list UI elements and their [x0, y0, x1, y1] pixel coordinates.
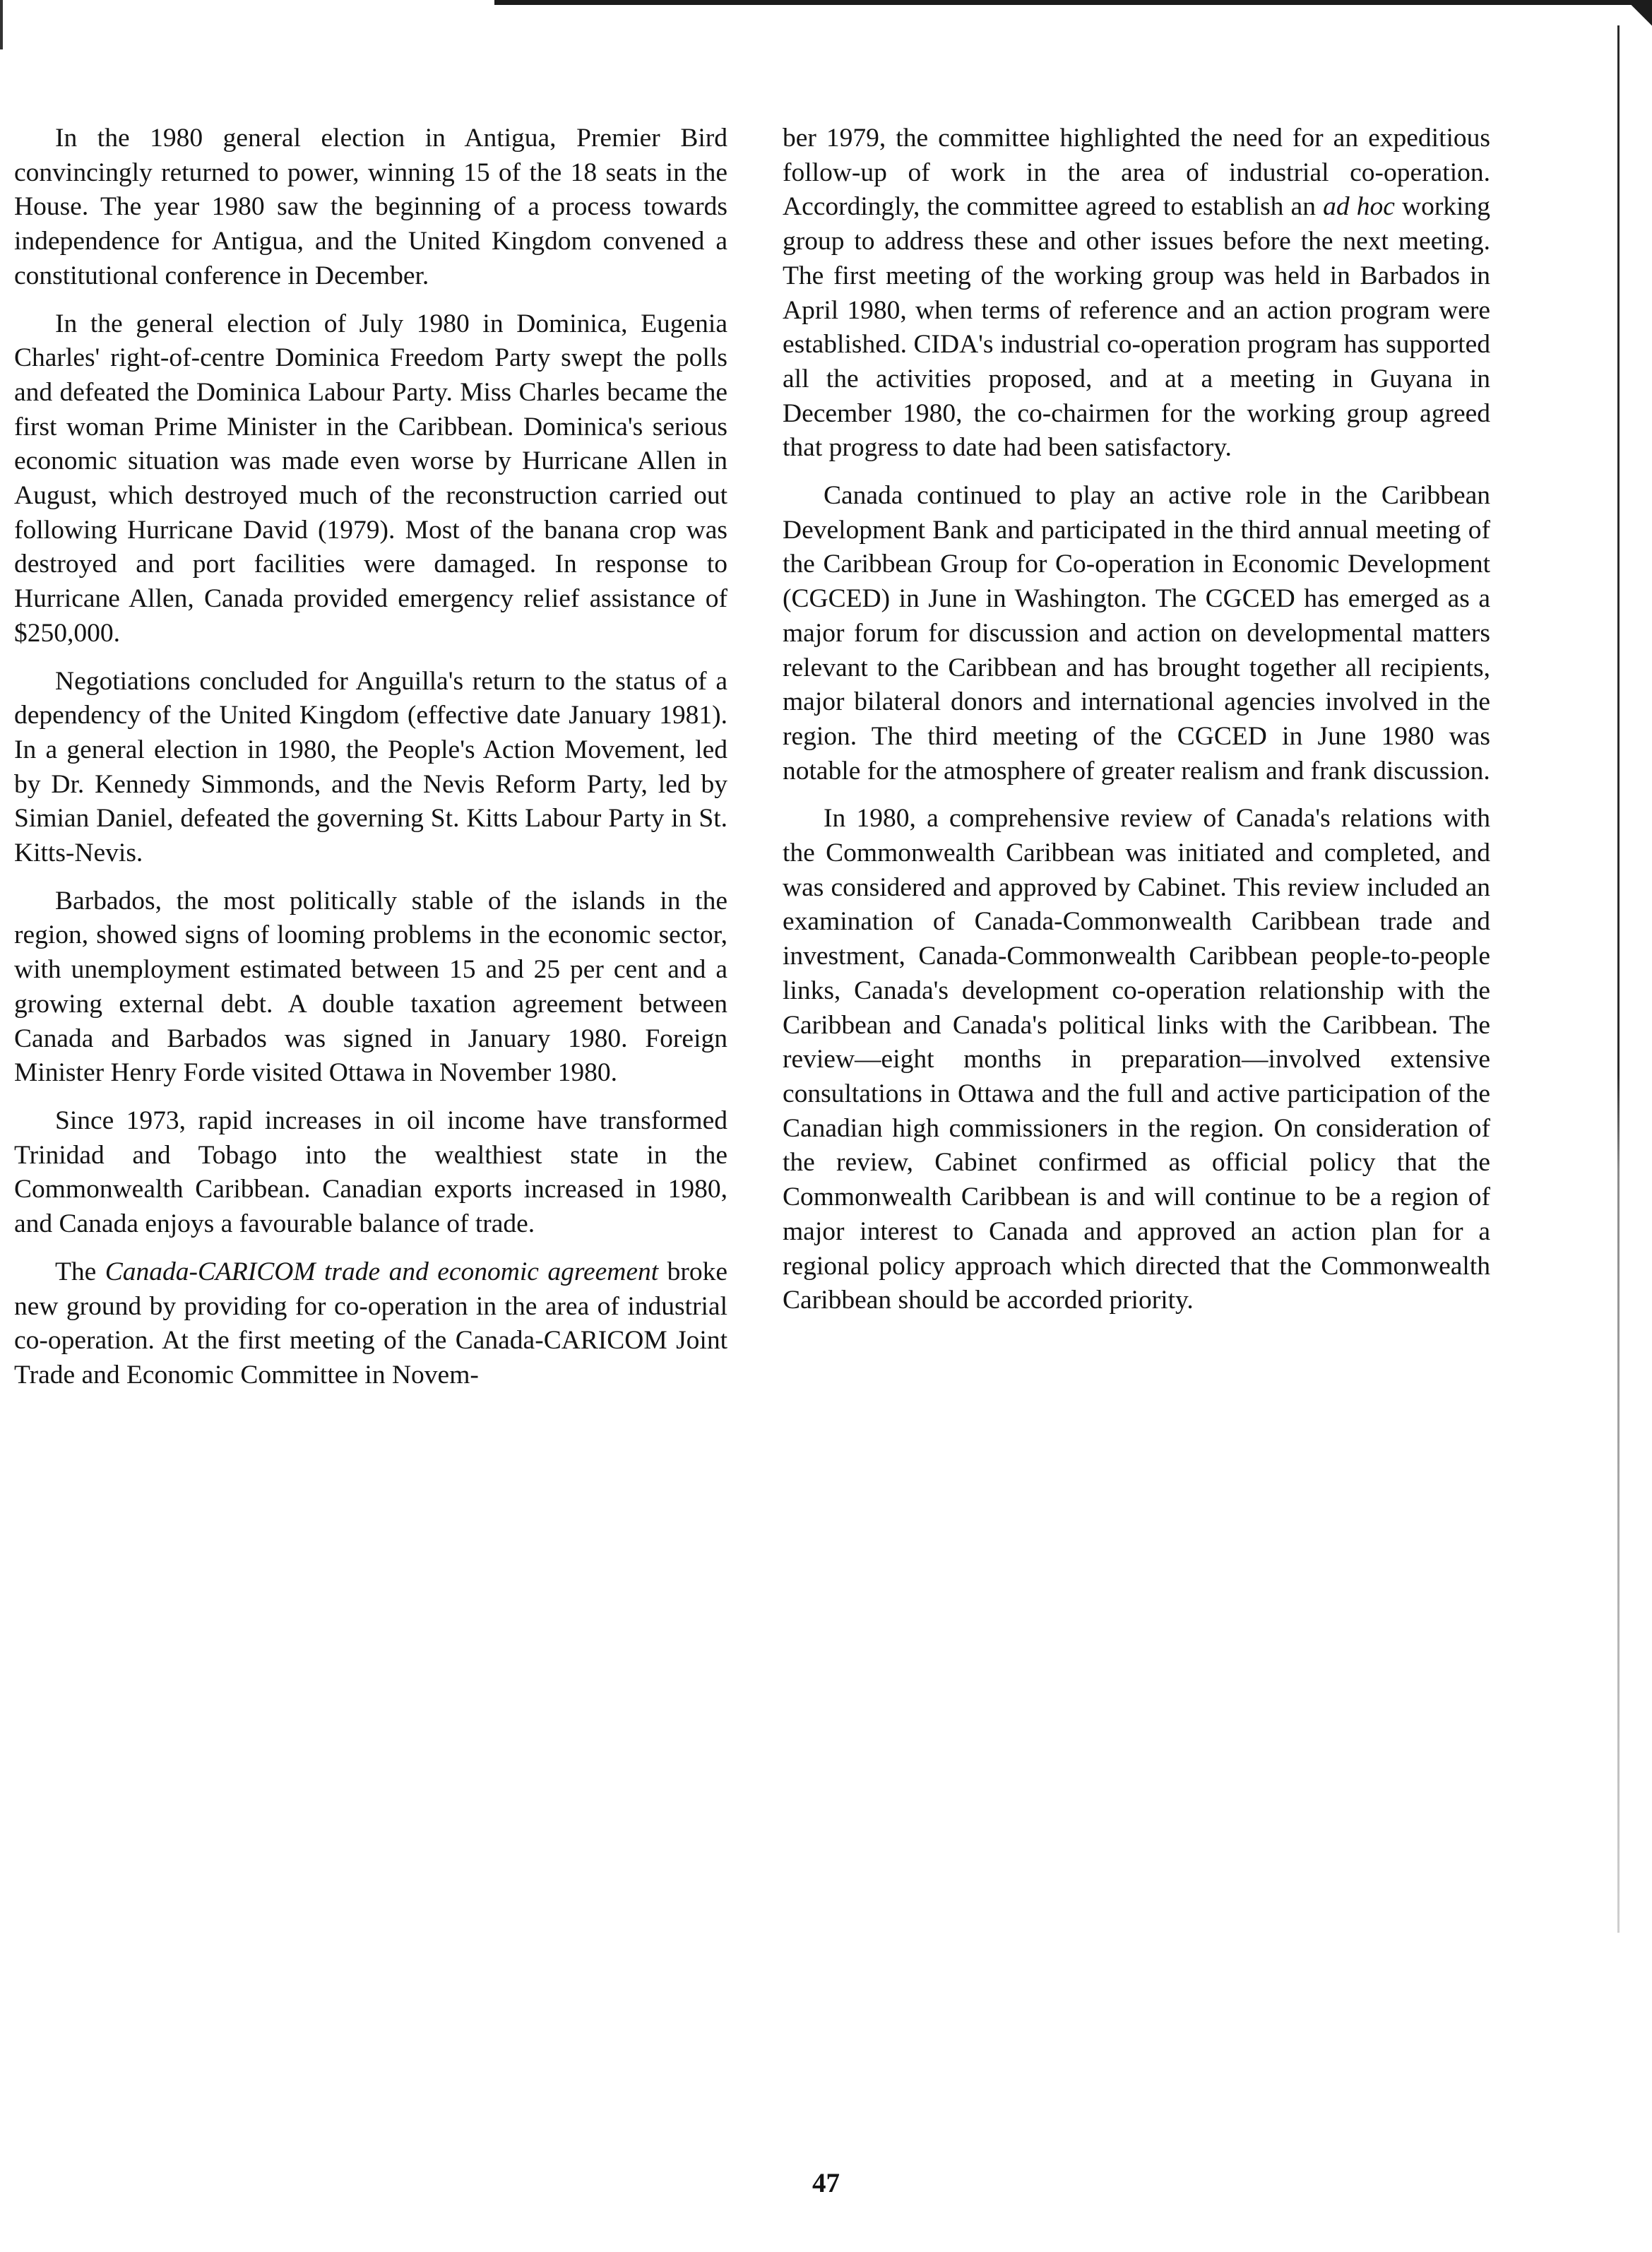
scan-corner-shadow [1624, 0, 1652, 28]
paragraph-antigua: In the 1980 general election in Antigua, Premier Bird convincingly returned to power, winning 15 of the 18 seats in the House. The year 1980 saw the beginning of a process towards independence for Antigua, and the United Kingdom convened a constitutional conference in December. [14, 124, 727, 290]
scan-edge-left [0, 0, 3, 49]
scan-edge-top [494, 0, 1652, 5]
paragraph-working-group [783, 122, 1490, 466]
working-group-after: working group to address these and other issues before the next meeting. The first meeting of the working group was held in Barbados in April 1980, when terms of reference and an action program were established. CIDA's industrial co-operation program has supported all the activities proposed, and at a meeting in Guyana in December 1980, the co-chairmen for the working group agreed that progress to date had been satisfactory. [783, 192, 1490, 463]
working-group-before: ber 1979, the committee highlighted the need for an expeditious follow-up of work in the area of industrial co-operation. Accordingly, the committee agreed to establish an [783, 124, 1490, 222]
paragraph-trinidad-tobago: Since 1973, rapid increases in oil income have transformed Trinidad and Tobago into the wealthiest state in the Commonwealth Caribbean. Canadian exports increased in 1980, and Canada enjoys a favourable balance of trade. [14, 1106, 727, 1239]
right-text-column [783, 122, 1490, 1332]
paragraph-barbados: Barbados, the most politically stable of the islands in the region, showed signs of looming problems in the economic sector, with unemployment estimated between 15 and 25 per cent and a growing external debt. A double taxation agreement between Canada and Barbados was signed in January 1980. Foreign Minister Henry Forde visited Ottawa in November 1980. [14, 886, 727, 1088]
scan-edge-right [1617, 25, 1620, 1933]
paragraph-cgced: Canada continued to play an active role in the Caribbean Development Bank and participated in the third annual meeting of the Caribbean Group for Co-operation in Economic Development (CGCED) in June in Washington. The CGCED has emerged as a major forum for discussion and action on developmental matters relevant to the Caribbean and has brought together all recipients, major bilateral donors and international agencies involved in the region. The third meeting of the CGCED in June 1980 was notable for the atmosphere of greater realism and frank discussion. [783, 481, 1490, 786]
caricom-rest: broke new ground by providing for co-operation in the area of industrial co-operation. At the first meeting of the Canada-CARICOM Joint Trade and Economic Committee in Novem- [14, 1257, 727, 1389]
page-number: 47 [812, 2168, 840, 2198]
paragraph-review: In 1980, a comprehensive review of Canada's relations with the Commonwealth Caribbean was initiated and completed, and was considered and approved by Cabinet. This review included an examination of Canada-Commonwealth Caribbean trade and investment, Canada-Commonwealth Caribbean people-to-people links, Canada's development co-operation relationship with the Caribbean and Canada's political links with the Caribbean. The review—eight months in preparation—involved extensive consultations in Ottawa and the full and active participation of the Canadian high commissioners in the region. On consideration of the review, Cabinet confirmed as official policy that the Commonwealth Caribbean is and will continue to be a region of major interest to Canada and approved an action plan for a regional policy approach which directed that the Commonwealth Caribbean should be accorded priority. [783, 804, 1490, 1315]
caricom-prefix: The [55, 1257, 105, 1286]
paragraph-caricom-agreement [14, 1255, 727, 1393]
ad-hoc-term: ad hoc [1323, 192, 1395, 222]
caricom-agreement-title: Canada-CARICOM trade and economic agreement [105, 1257, 659, 1286]
paragraph-anguilla-st-kitts: Negotiations concluded for Anguilla's return to the status of a dependency of the United Kingdom (effective date January 1981). In a general election in 1980, the People's Action Movement, led by Dr. Kennedy Simmonds, and the Nevis Reform Party, led by Simian Daniel, defeated the governing St. Kitts Labour Party in St. Kitts-Nevis. [14, 666, 727, 868]
paragraph-dominica: In the general election of July 1980 in Dominica, Eugenia Charles' right-of-centre Dominica Freedom Party swept the polls and defeated the Dominica Labour Party. Miss Charles became the first woman Prime Minister in the Caribbean. Dominica's serious economic situation was made even worse by Hurricane Allen in August, which destroyed much of the reconstruction carried out following Hurricane David (1979). Most of the banana crop was destroyed and port facilities were damaged. In response to Hurricane Allen, Canada provided emergency relief assistance of $250,000. [14, 309, 727, 648]
left-text-column [14, 122, 727, 1406]
